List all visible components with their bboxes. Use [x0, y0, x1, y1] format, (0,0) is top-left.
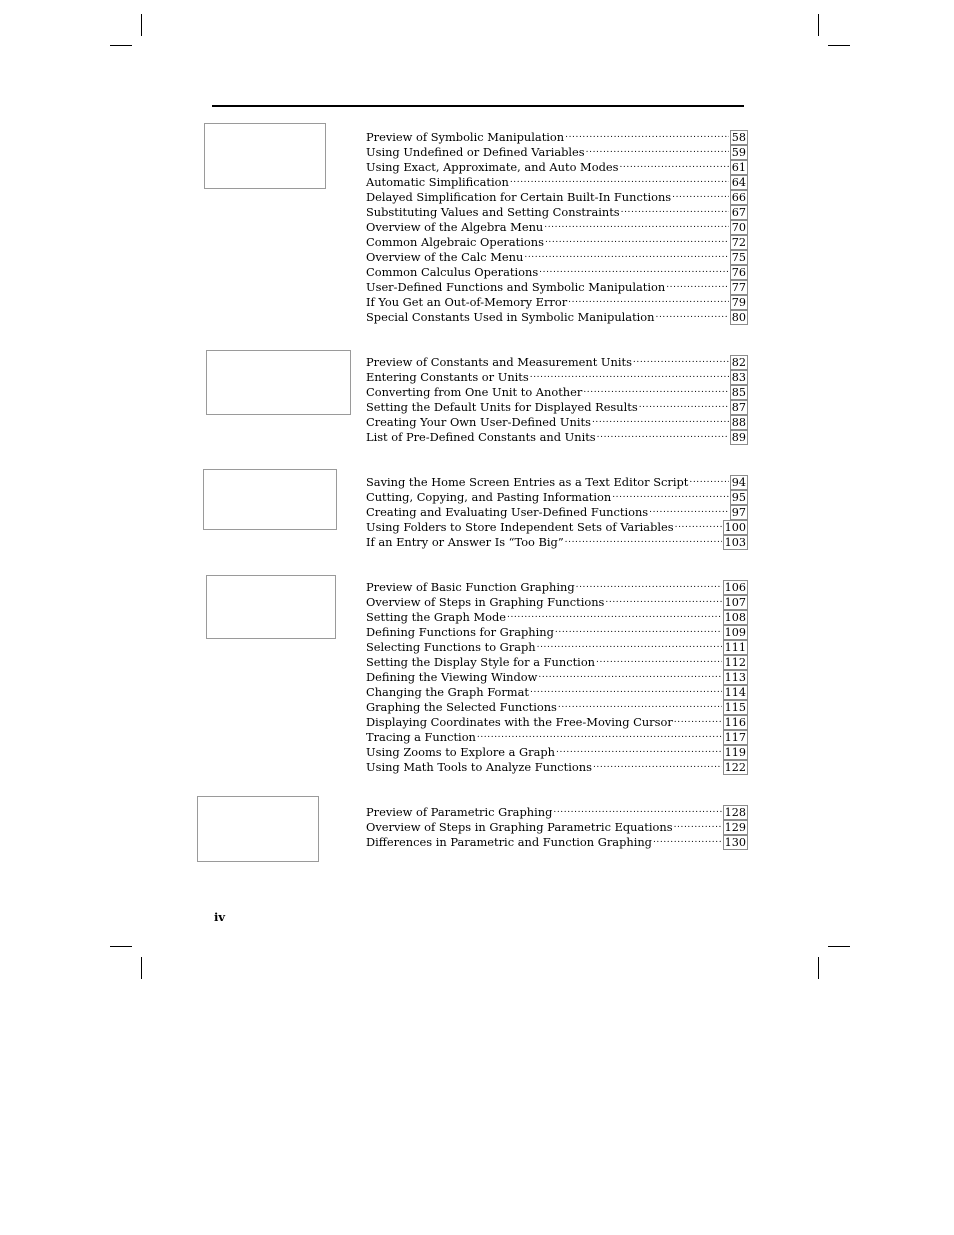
toc-entry-page[interactable]: 88: [731, 416, 746, 429]
toc-entry-title: Tracing a Function: [366, 730, 476, 744]
toc-entry[interactable]: [366, 535, 748, 550]
dot-leader: [656, 306, 729, 323]
toc-entry-title: Defining the Viewing Window: [366, 670, 538, 684]
toc-entry-title: User-Defined Functions and Symbolic Manipulation: [366, 280, 666, 294]
crop-mark: [818, 14, 819, 36]
toc-entry-title: Special Constants Used in Symbolic Manipulation: [366, 310, 655, 324]
toc-entry-page[interactable]: 59: [731, 146, 746, 159]
toc-entry-page[interactable]: 130: [724, 836, 746, 849]
toc-entry-title: Using Exact, Approximate, and Auto Modes: [366, 160, 619, 174]
toc-entry-page[interactable]: 112: [724, 656, 746, 669]
toc-entry-title: Differences in Parametric and Function Graphing: [366, 835, 652, 849]
toc-entry-page[interactable]: 77: [731, 281, 746, 294]
toc-entry-page[interactable]: 82: [731, 356, 746, 369]
toc-entry-title: Delayed Simplification for Certain Built-In Functions: [366, 190, 672, 204]
toc-entry-page[interactable]: 129: [724, 821, 746, 834]
toc-entry-page[interactable]: 72: [731, 236, 746, 249]
toc-entry-page[interactable]: 64: [731, 176, 746, 189]
toc-entry-page[interactable]: 87: [731, 401, 746, 414]
toc-entry-title: If an Entry or Answer Is “Too Big”: [366, 535, 564, 549]
toc-entry-title: Setting the Default Units for Displayed Results: [366, 400, 638, 414]
toc-entry-page[interactable]: 83: [731, 371, 746, 384]
toc-entry-title: Preview of Basic Function Graphing: [366, 580, 575, 594]
toc-entry[interactable]: [366, 430, 748, 445]
toc-entry-page[interactable]: 61: [731, 161, 746, 174]
toc-entry-page[interactable]: 106: [724, 581, 746, 594]
toc-entry[interactable]: [366, 760, 748, 775]
toc-entry-title: Entering Constants or Units: [366, 370, 529, 384]
toc-entry-title: Creating and Evaluating User-Defined Functions: [366, 505, 649, 519]
toc-entry-page[interactable]: 79: [731, 296, 746, 309]
toc-entry-title: Preview of Constants and Measurement Units: [366, 355, 632, 369]
toc-entry-title: Setting the Display Style for a Function: [366, 655, 596, 669]
toc-entry-title: Substituting Values and Setting Constraints: [366, 205, 620, 219]
toc-entry-page[interactable]: 107: [724, 596, 746, 609]
crop-mark: [828, 946, 850, 947]
toc-entry-title: Displaying Coordinates with the Free-Moving Cursor: [366, 715, 673, 729]
toc-entry-title: Preview of Parametric Graphing: [366, 805, 553, 819]
toc-entry-page[interactable]: 70: [731, 221, 746, 234]
chapter-image-box: [197, 796, 319, 862]
toc-section: [366, 475, 748, 550]
toc-entry-title: List of Pre-Defined Constants and Units: [366, 430, 596, 444]
toc-entry-title: If You Get an Out-of-Memory Error: [366, 295, 568, 309]
toc-entry-title: Graphing the Selected Functions: [366, 700, 557, 714]
header-rule: [212, 105, 744, 107]
toc-entry-page[interactable]: 89: [731, 431, 746, 444]
toc-entry-title: Using Folders to Store Independent Sets of Variables: [366, 520, 674, 534]
toc-entry-page[interactable]: 117: [724, 731, 746, 744]
toc-entry-title: Using Zooms to Explore a Graph: [366, 745, 556, 759]
toc-entry-page[interactable]: 122: [724, 761, 746, 774]
toc-entry-page[interactable]: 114: [724, 686, 746, 699]
crop-mark: [818, 957, 819, 979]
toc-entry-title: Setting the Graph Mode: [366, 610, 507, 624]
toc-entry-page[interactable]: 80: [731, 311, 746, 324]
toc-entry-page[interactable]: 111: [724, 641, 746, 654]
toc-entry-page[interactable]: 100: [724, 521, 746, 534]
toc-entry-page[interactable]: 103: [724, 536, 746, 549]
toc-entry-title: Converting from One Unit to Another: [366, 385, 583, 399]
crop-mark: [828, 45, 850, 46]
toc-entry-page[interactable]: 76: [731, 266, 746, 279]
toc-entry-page[interactable]: 115: [724, 701, 746, 714]
toc-entry-title: Common Calculus Operations: [366, 265, 539, 279]
chapter-image-box: [206, 350, 351, 415]
toc-entry-page[interactable]: 66: [731, 191, 746, 204]
toc-entry-title: Overview of Steps in Graphing Functions: [366, 595, 605, 609]
page-number: iv: [214, 910, 226, 924]
toc-entry-title: Creating Your Own User-Defined Units: [366, 415, 591, 429]
toc-entry-title: Overview of the Calc Menu: [366, 250, 524, 264]
toc-entry-title: Saving the Home Screen Entries as a Text Editor Script: [366, 475, 689, 489]
toc-section: [366, 580, 748, 775]
toc-entry[interactable]: [366, 835, 748, 850]
toc-entry-page[interactable]: 85: [731, 386, 746, 399]
toc-entry-page[interactable]: 97: [731, 506, 746, 519]
toc-entry-title: Selecting Functions to Graph: [366, 640, 536, 654]
toc-entry-title: Automatic Simplification: [366, 175, 509, 189]
toc-entry-page[interactable]: 119: [724, 746, 746, 759]
dot-leader: [653, 831, 722, 848]
toc-entry-title: Cutting, Copying, and Pasting Information: [366, 490, 612, 504]
toc-entry-title: Common Algebraic Operations: [366, 235, 544, 249]
toc-entry-title: Overview of Steps in Graphing Parametric Equations: [366, 820, 673, 834]
toc-entry-title: Preview of Symbolic Manipulation: [366, 130, 565, 144]
toc-entry-page[interactable]: 95: [731, 491, 746, 504]
toc-entry-page[interactable]: 67: [731, 206, 746, 219]
chapter-image-box: [206, 575, 336, 639]
toc-entry-title: Overview of the Algebra Menu: [366, 220, 544, 234]
toc-entry-page[interactable]: 116: [724, 716, 746, 729]
dot-leader: [565, 531, 722, 548]
toc-entry-title: Using Math Tools to Analyze Functions: [366, 760, 592, 774]
toc-entry-title: Changing the Graph Format: [366, 685, 529, 699]
dot-leader: [597, 426, 729, 443]
toc-entry-page[interactable]: 108: [724, 611, 746, 624]
chapter-image-box: [204, 123, 326, 189]
toc-section: [366, 355, 748, 445]
crop-mark: [110, 946, 132, 947]
toc-section: [366, 805, 748, 850]
toc-entry-page[interactable]: 75: [731, 251, 746, 264]
crop-mark: [110, 45, 132, 46]
crop-mark: [141, 14, 142, 36]
toc-entry-page[interactable]: 109: [724, 626, 746, 639]
dot-leader: [593, 756, 722, 773]
crop-mark: [141, 957, 142, 979]
toc-entry-page[interactable]: 128: [724, 806, 746, 819]
toc-entry[interactable]: [366, 310, 748, 325]
toc-entry-page[interactable]: 58: [731, 131, 746, 144]
toc-entry-page[interactable]: 94: [731, 476, 746, 489]
toc-section: [366, 130, 748, 325]
toc-entry-page[interactable]: 113: [724, 671, 746, 684]
toc-entry-title: Using Undefined or Defined Variables: [366, 145, 585, 159]
chapter-image-box: [203, 469, 337, 530]
toc-entry-title: Defining Functions for Graphing: [366, 625, 554, 639]
